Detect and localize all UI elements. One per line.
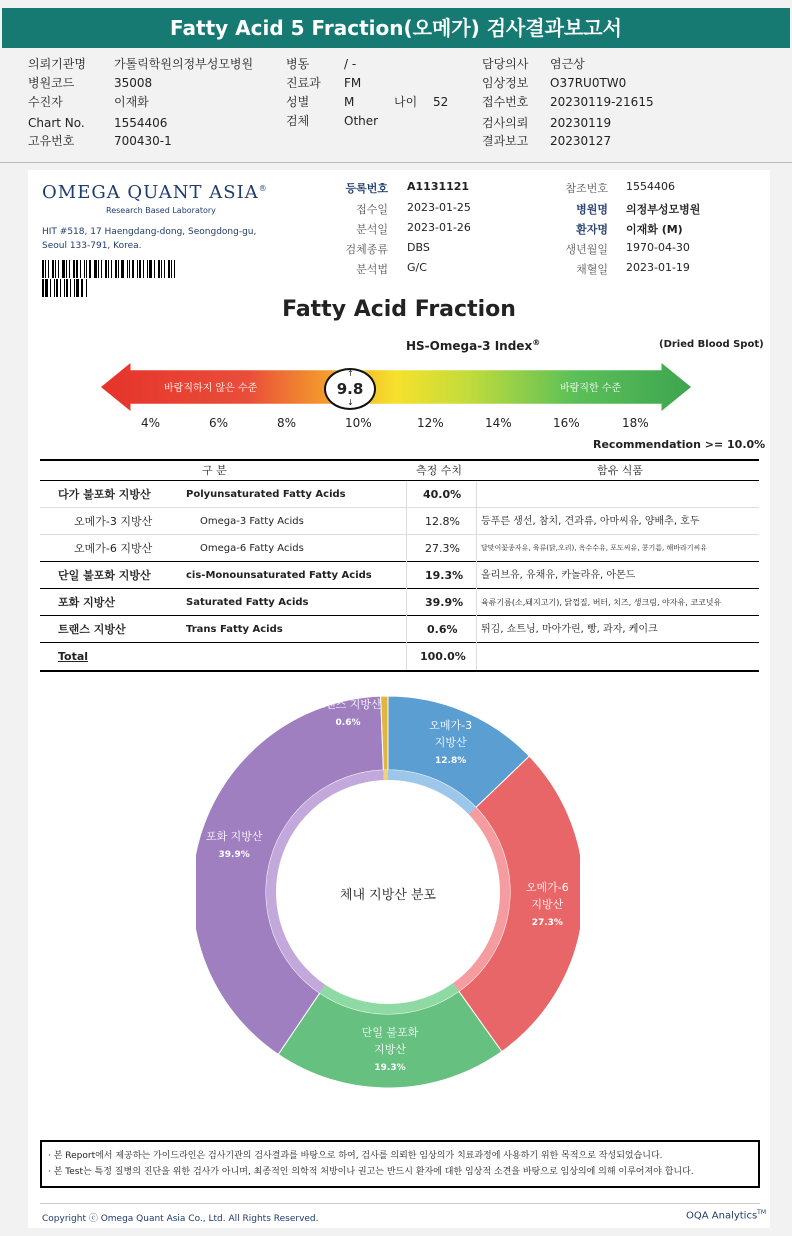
info-label: 등록번호: [345, 182, 388, 195]
field-label: 나이: [394, 95, 418, 109]
footer-divider: [40, 1203, 760, 1204]
donut-slice-label: [429, 718, 472, 766]
col-header-category: 구 분: [202, 464, 227, 477]
row-value: 39.9%: [425, 596, 464, 609]
row-value: 19.3%: [425, 569, 464, 582]
report-page: [28, 170, 770, 1228]
info-value: DBS: [407, 241, 430, 254]
table-row: [40, 481, 759, 508]
row-en: Omega-6 Fatty Acids: [200, 543, 304, 554]
row-kr: 단일 불포화 지방산: [58, 569, 151, 582]
index-title: HS-Omega-3 Index®: [406, 338, 541, 353]
info-label: 채혈일: [576, 263, 608, 276]
row-kr: 다가 불포화 지방산: [58, 488, 151, 501]
field-value: 가톨릭학원의정부성모병원: [114, 57, 254, 71]
info-label: 생년월일: [565, 243, 608, 256]
field-value: 염근상: [550, 57, 585, 71]
row-kr: 오메가-3 지방산: [74, 515, 153, 528]
footer-brand: OQA Analytics™: [686, 1209, 767, 1222]
row-foods: 올리브유, 유채유, 카놀라유, 아몬드: [481, 570, 636, 581]
table-row: [40, 535, 759, 562]
row-kr: 포화 지방산: [58, 596, 115, 609]
svg-text:오메가-6: 오메가-6: [525, 880, 569, 894]
svg-text:오메가-3: 오메가-3: [429, 718, 473, 732]
field-value: 20230127: [550, 134, 612, 148]
info-value: 1970-04-30: [626, 241, 690, 254]
info-value: 의정부성모병원: [626, 203, 701, 216]
info-label: 검체종류: [345, 243, 388, 256]
svg-text:19.3%: 19.3%: [374, 1062, 406, 1073]
col-header-foods: 함유 식품: [597, 464, 644, 477]
field-label: 병동: [286, 57, 310, 71]
field-value: 52: [433, 95, 449, 109]
row-foods: 등푸른 생선, 참치, 견과류, 아마씨유, 양배추, 호두: [481, 516, 700, 527]
info-label: 환자명: [576, 223, 608, 236]
info-value: A1131121: [407, 180, 470, 193]
field-label: 성별: [286, 95, 310, 109]
row-value: 40.0%: [423, 488, 462, 501]
header-divider: [0, 162, 792, 163]
lab-address: HIT #518, 17 Haengdang-dong, Seongdong-gu, Seoul 133-791, Korea.: [42, 227, 257, 251]
donut-slice-label: [526, 880, 569, 928]
table-row: [40, 589, 759, 616]
row-en: Saturated Fatty Acids: [186, 597, 309, 608]
row-kr: 오메가-6 지방산: [74, 542, 153, 555]
donut-center-title: 체내 지방산 분포: [339, 888, 437, 903]
row-foods: 달맞이꽃종자유, 육류(닭,오리), 옥수수유, 포도씨유, 콩기름, 해바라기씨유: [481, 544, 708, 552]
field-value: 이재화: [114, 95, 149, 109]
scale-tick: 14%: [485, 416, 512, 430]
info-label: 참조번호: [565, 182, 608, 195]
info-value: 1554406: [626, 180, 675, 193]
info-value: 이재화 (M): [626, 223, 683, 236]
lab-logo: OMEGA QUANT ASIA®: [42, 182, 268, 203]
field-value: 20230119: [550, 116, 612, 130]
col-header-value: 측정 수치: [416, 464, 463, 477]
bad-level-label: 바람직하지 않은 수준: [164, 383, 258, 394]
down-arrow-icon: ↓: [347, 398, 354, 407]
field-label: 담당의사: [482, 57, 529, 71]
scale-tick: 8%: [277, 416, 297, 430]
scale-tick: 16%: [553, 416, 580, 430]
index-value: 9.8: [336, 380, 364, 398]
scale-tick: 10%: [345, 416, 372, 430]
disclaimer-notes: [40, 1140, 760, 1188]
sample-note: (Dried Blood Spot): [659, 339, 764, 350]
field-value: Other: [344, 114, 379, 128]
table-row: [40, 508, 759, 535]
info-value: 2023-01-26: [407, 221, 471, 234]
col-divider: [406, 481, 407, 670]
scale-tick: 18%: [622, 416, 649, 430]
field-label: 결과보고: [482, 134, 529, 148]
scale-tick: 4%: [141, 416, 161, 430]
report-title: Fatty Acid 5 Fraction(오메가) 검사결과보고서: [2, 8, 790, 48]
note-line: · 본 Report에서 제공하는 가이드라인은 검사기관의 검사결과를 바탕으로 하여, 검사를 의뢰한 임상의가 치료과정에 사용하기 위한 목적으로 작성되었습니다.: [48, 1151, 663, 1161]
field-value: O37RU0TW0: [550, 76, 627, 90]
field-label: 병원코드: [28, 76, 75, 90]
row-en: cis-Monounsaturated Fatty Acids: [186, 570, 372, 581]
row-kr: 트랜스 지방산: [58, 623, 126, 636]
recommendation: Recommendation >= 10.0%: [593, 438, 766, 451]
copyright: Copyright ⓒ Omega Quant Asia Co., Ltd. All Rights Reserved.: [42, 1214, 319, 1224]
table-total-row: [40, 643, 759, 670]
field-value: 700430-1: [114, 134, 172, 148]
field-label: 검체: [286, 114, 310, 128]
svg-text:0.6%: 0.6%: [335, 718, 361, 728]
info-label: 병원명: [576, 203, 608, 216]
row-en: Omega-3 Fatty Acids: [200, 516, 304, 527]
svg-text:트랜스 지방산: 트랜스 지방산: [314, 698, 382, 711]
svg-text:지방산: 지방산: [374, 1042, 406, 1056]
field-label: 수진자: [28, 95, 63, 109]
donut-slice-inner: [383, 770, 388, 780]
field-label: 진료과: [286, 76, 321, 90]
lab-subtitle: Research Based Laboratory: [106, 206, 216, 215]
svg-text:포화 지방산: 포화 지방산: [205, 830, 263, 844]
good-level-label: 바람직한 수준: [560, 383, 622, 394]
row-en: Trans Fatty Acids: [186, 624, 283, 635]
info-label: 분석법: [356, 263, 388, 276]
fatty-acid-table: [40, 459, 759, 672]
info-value: 2023-01-25: [407, 201, 471, 214]
field-value: M: [344, 95, 355, 109]
row-value: 0.6%: [427, 623, 458, 636]
index-value-marker: [324, 368, 376, 410]
field-value: FM: [344, 76, 362, 90]
table-row: [40, 616, 759, 643]
up-arrow-icon: ↑: [347, 369, 354, 378]
svg-text:27.3%: 27.3%: [531, 917, 563, 928]
fatty-acid-donut-chart: [196, 696, 580, 1096]
field-label: 임상정보: [482, 76, 529, 90]
svg-text:단일 불포화: 단일 불포화: [361, 1025, 419, 1039]
field-value: 1554406: [114, 116, 168, 130]
svg-text:지방산: 지방산: [531, 897, 564, 911]
row-en: Polyunsaturated Fatty Acids: [186, 489, 346, 500]
svg-text:39.9%: 39.9%: [218, 850, 250, 861]
total-label: Total: [58, 650, 89, 663]
scale-tick: 6%: [209, 416, 229, 430]
table-row: [40, 562, 759, 589]
field-value: / -: [344, 57, 357, 71]
svg-text:12.8%: 12.8%: [435, 755, 467, 766]
row-foods: 튀김, 쇼트닝, 마아가린, 빵, 과자, 케이크: [481, 624, 658, 635]
scale-tick: 12%: [417, 416, 444, 430]
info-label: 분석일: [356, 223, 388, 236]
info-value: G/C: [407, 261, 427, 274]
info-value: 2023-01-19: [626, 261, 690, 274]
section-title: Fatty Acid Fraction: [282, 297, 516, 322]
info-label: 접수일: [356, 203, 388, 216]
field-label: 검사의뢰: [482, 116, 529, 130]
row-value: 27.3%: [425, 542, 460, 555]
field-label: 접수번호: [482, 95, 529, 109]
col-divider: [476, 481, 477, 670]
index-scale-arrow: [101, 363, 691, 411]
barcode: [42, 260, 179, 278]
field-value: 20230119-21615: [550, 95, 654, 109]
field-label: 고유번호: [28, 134, 75, 148]
svg-text:지방산: 지방산: [434, 735, 467, 749]
table-header-row: [40, 461, 759, 481]
row-foods: 육류기름(소,돼지고기), 닭껍질, 버터, 치즈, 생크림, 야자유, 코코넛유: [481, 598, 722, 607]
field-label: Chart No.: [28, 116, 85, 130]
row-value: 12.8%: [425, 515, 460, 528]
field-value: 35008: [114, 76, 153, 90]
field-label: 의뢰기관명: [28, 57, 86, 71]
note-line: · 본 Test는 특정 질병의 진단을 위한 검사가 아니며, 최종적인 의학적 처방이나 권고는 반드시 환자에 대한 임상적 소견을 바탕으로 임상의에 의해 이루어져야 합니다.: [48, 1167, 694, 1177]
total-value: 100.0%: [420, 650, 466, 663]
